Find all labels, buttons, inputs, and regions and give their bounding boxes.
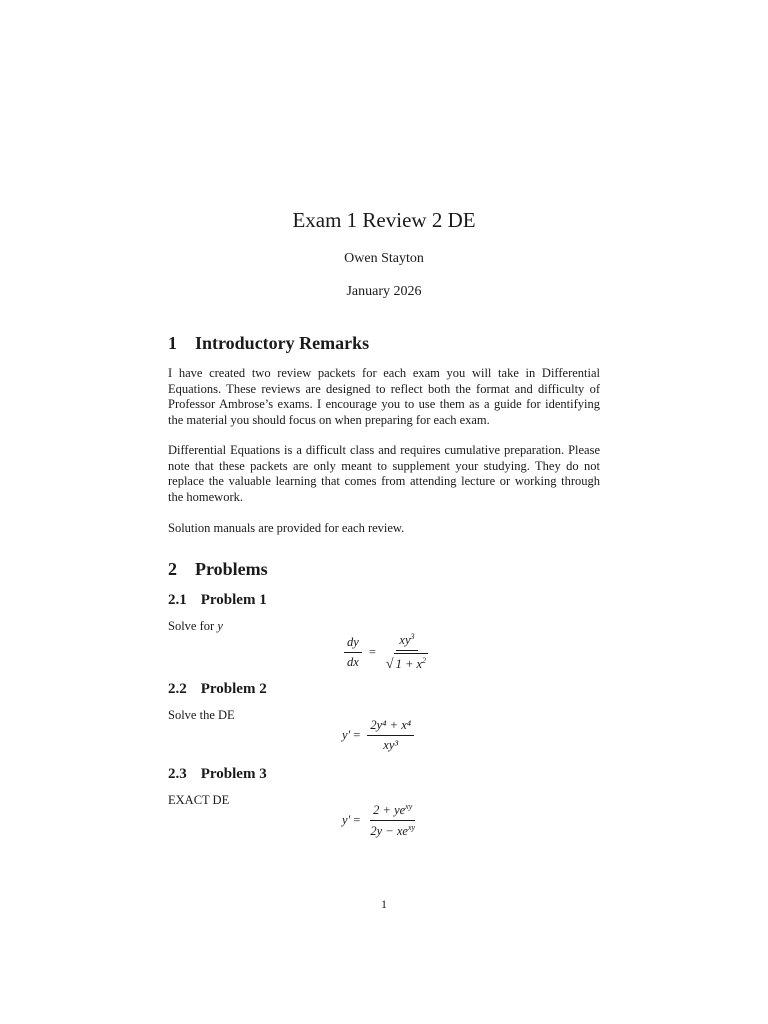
fraction-problem-2: $\frac{\text{2y⁴ + x⁴}}{\text{xy³}}$ [367,718,414,753]
document-author: Owen Stayton [344,251,424,266]
square-root: √ $1 + x^2$ [386,653,428,671]
page-number: 1 [381,897,387,911]
problem-2-prompt: Solve the DE [168,708,235,722]
problem-1-prompt: Solve for y [168,619,223,633]
problem-1-equation: $\frac{dy}{dx}$ = $xy^3$ √ $1 + x^2$ [340,632,435,672]
document-date: January 2026 [346,284,422,299]
problem-3-equation: y′ = $\frac{2 + ye^{xy}}{2y - xe^{xy}}$ [342,802,422,839]
fraction-problem-3: $\frac{2 + ye^{xy}}{2y - xe^{xy}}$ [370,802,416,839]
fraction-dy-dx: $\frac{dy}{dx}$ [344,635,362,670]
subsection-heading-problem-1 [168,592,267,609]
section-heading-problems [168,559,268,580]
section-title: Problems [195,559,268,579]
subsection-number: 2.3 [168,766,187,782]
fraction-rhs: $xy^3$ √ $1 + x^2$ [385,632,427,673]
subsection-number: 2.1 [168,592,187,608]
subsection-title: Problem 1 [200,592,267,608]
section-number: 2 [168,559,177,579]
problem-2-equation: y′ = $\frac{\text{2y⁴ + x⁴}}{\text{xy³}}$ [342,718,418,753]
section-number: 1 [168,333,177,353]
variable-y: y [217,619,223,633]
paragraph-intro-1: I have created two review packets for each exam you will take in Differential Equations. These reviews are designed to reflect both the format and difficulty of Professor Ambrose’s exams. I encourage you to use them as a guide for identifying the material you should focus on when preparing for each exam. [168,366,600,427]
section-heading-introductory-remarks [168,333,369,354]
section-title: Introductory Remarks [195,333,370,353]
paragraph-intro-3: Solution manuals are provided for each review. [168,521,405,535]
subsection-heading-problem-2 [168,681,267,698]
subsection-number: 2.2 [168,681,187,697]
document-title: Exam 1 Review 2 DE [292,208,476,232]
subsection-title: Problem 2 [200,681,267,697]
paragraph-intro-2: Differential Equations is a difficult class and requires cumulative preparation. Please note that these packets are only meant to supplement your studying. They do not replace the valuable learning that comes from attending lecture or working through the homework. [168,443,600,504]
subsection-title: Problem 3 [200,766,267,782]
subsection-heading-problem-3 [168,766,267,783]
problem-3-prompt: EXACT DE [168,793,230,807]
